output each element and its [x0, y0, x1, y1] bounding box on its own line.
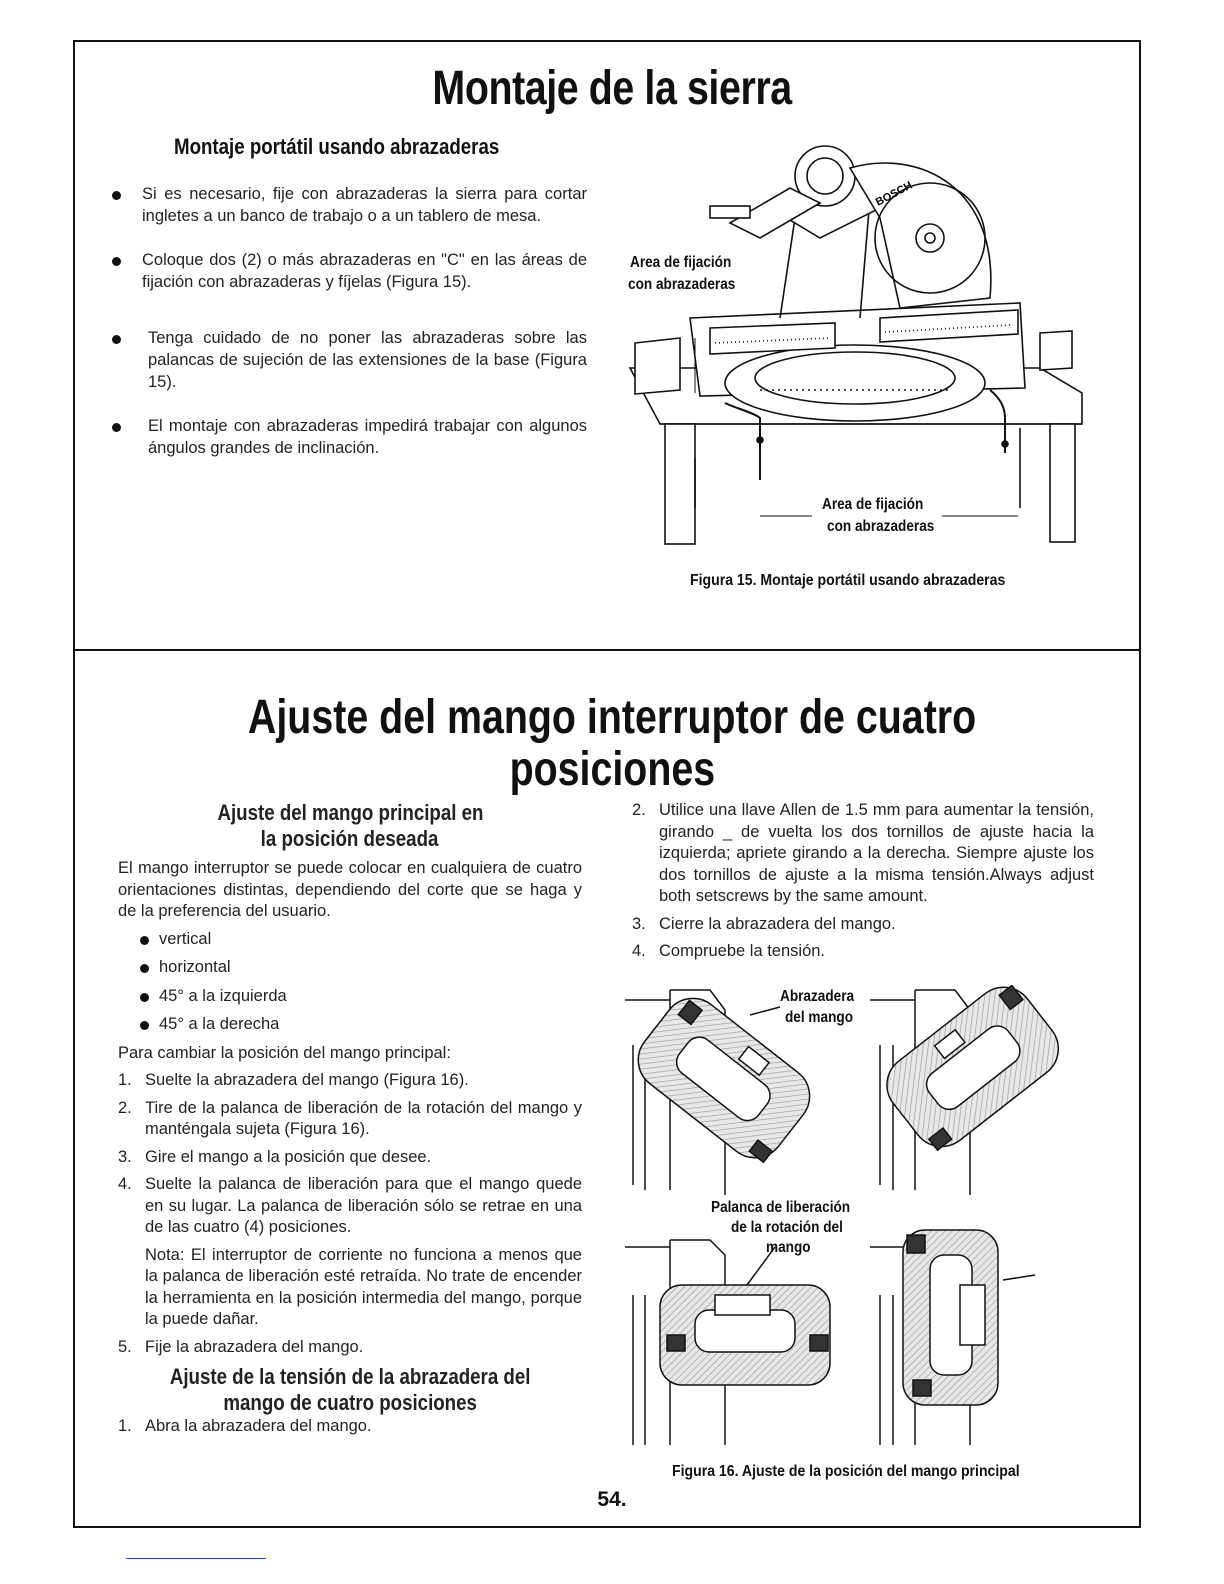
- bullet-list-montaje: [112, 183, 587, 459]
- section-title-montaje: Montaje de la sierra: [432, 62, 792, 115]
- figure-16-caption: Figura 16. Ajuste de la posición del mango principal: [672, 1463, 1020, 1480]
- intro-paragraph: El mango interruptor se puede colocar en cualquiera de cuatro orientaciones distintas, dependiendo del corte que se haga y de la preferencia del usuario.: [118, 859, 582, 920]
- step-item: 4. Suelte la palanca de liberación para que el mango quede en su lugar. La palanca de liberación sólo se retrae en una de las cuatro (4) posiciones.: [118, 1175, 582, 1236]
- lead-paragraph: Para cambiar la posición del mango principal:: [118, 1043, 451, 1062]
- label-handle-clamp-2: del mango: [785, 1009, 854, 1026]
- label-clamp-area-top-2: con abrazaderas: [628, 276, 736, 293]
- list-item: vertical: [140, 929, 582, 951]
- orientation-list: [118, 929, 582, 1036]
- bullet-dot: [112, 423, 121, 432]
- list-item: El montaje con abrazaderas impedirá trabajar con algunos ángulos grandes de inclinación.: [112, 415, 587, 459]
- bullet-dot: [112, 335, 121, 344]
- step-item: 4. Compruebe la tensión.: [632, 942, 826, 960]
- subtitle-mango-principal: Ajuste del mango principal en la posición deseada: [216, 800, 483, 851]
- bosch-brand-text: BOSCH: [873, 179, 915, 209]
- figure-15-saw-illustration: [620, 128, 1090, 558]
- subtitle-montaje-portatil: Montaje portátil usando abrazaderas: [174, 134, 500, 159]
- figure-15-caption: Figura 15. Montaje portátil usando abrazaderas: [690, 572, 1006, 589]
- step-item: 1. Abra la abrazadera del mango.: [118, 1417, 372, 1435]
- footer-link-underline: [126, 1558, 266, 1559]
- step-item: 2. Tire de la palanca de liberación de la rotación del mango y manténgala sujeta (Figura 16).: [118, 1098, 582, 1138]
- page-number: 54.: [597, 1488, 627, 1511]
- step-item: 5. Fije la abrazadera del mango.: [118, 1337, 364, 1356]
- label-release-lever-2: de la rotación del: [731, 1219, 844, 1236]
- list-item: horizontal: [140, 957, 582, 979]
- right-column: [632, 800, 1094, 969]
- label-clamp-area-top: Area de fijación: [630, 254, 732, 271]
- list-item: Tenga cuidado de no poner las abrazaderas sobre las palancas de sujeción de las extensiones de la base (Figura 15).: [112, 327, 587, 393]
- bullet-dot: [140, 936, 149, 945]
- label-handle-clamp: Abrazadera: [780, 988, 855, 1005]
- list-item: Coloque dos (2) o más abrazaderas en "C" en las áreas de fijación con abrazaderas y fíjelas (Figura 15).: [112, 249, 587, 293]
- step-item: 3. Cierre la abrazadera del mango.: [632, 914, 896, 933]
- list-item: 45° a la izquierda: [140, 986, 582, 1008]
- bullet-dot: [140, 1021, 149, 1030]
- label-clamp-area-bottom-2: con abrazaderas: [826, 518, 935, 535]
- bullet-dot: [140, 993, 149, 1002]
- list-item: Si es necesario, fije con abrazaderas la sierra para cortar ingletes a un banco de trabajo o a un tablero de mesa.: [112, 183, 587, 227]
- left-column: [118, 800, 582, 1444]
- label-release-lever: Palanca de liberación: [711, 1199, 851, 1216]
- label-release-lever-3: mango: [765, 1239, 811, 1256]
- bullet-dot: [140, 964, 149, 973]
- section-divider: [73, 649, 1141, 651]
- step-item: 1. Suelte la abrazadera del mango (Figura 16).: [118, 1071, 469, 1089]
- note-paragraph: Nota: El interruptor de corriente no funciona a menos que la palanca de liberación esté retraída. No trate de encender la herramienta en la posición intermedia del mango, porque la puede dañar.: [145, 1245, 582, 1328]
- step-item: 3. Gire el mango a la posición que desee.: [118, 1147, 432, 1166]
- bullet-dot: [112, 257, 121, 266]
- section-title-ajuste-mango: Ajuste del mango interruptor de cuatro posiciones: [247, 691, 977, 796]
- bullet-dot: [112, 191, 121, 200]
- list-item: 45° a la derecha: [140, 1014, 582, 1036]
- subtitle-tension-abrazadera: Ajuste de la tensión de la abrazadera del mango de cuatro posiciones: [169, 1364, 531, 1415]
- label-clamp-area-bottom: Area de fijación: [822, 496, 924, 513]
- step-item: 2. Utilice una llave Allen de 1.5 mm para aumentar la tensión, girando _ de vuelta los dos tornillos de ajuste hacia la izquierda; apriete girando a la derecha. Siempre ajuste los dos tornillos de ajuste a la misma tensión.Always adjust both setscrews by the same amount.: [632, 801, 1094, 905]
